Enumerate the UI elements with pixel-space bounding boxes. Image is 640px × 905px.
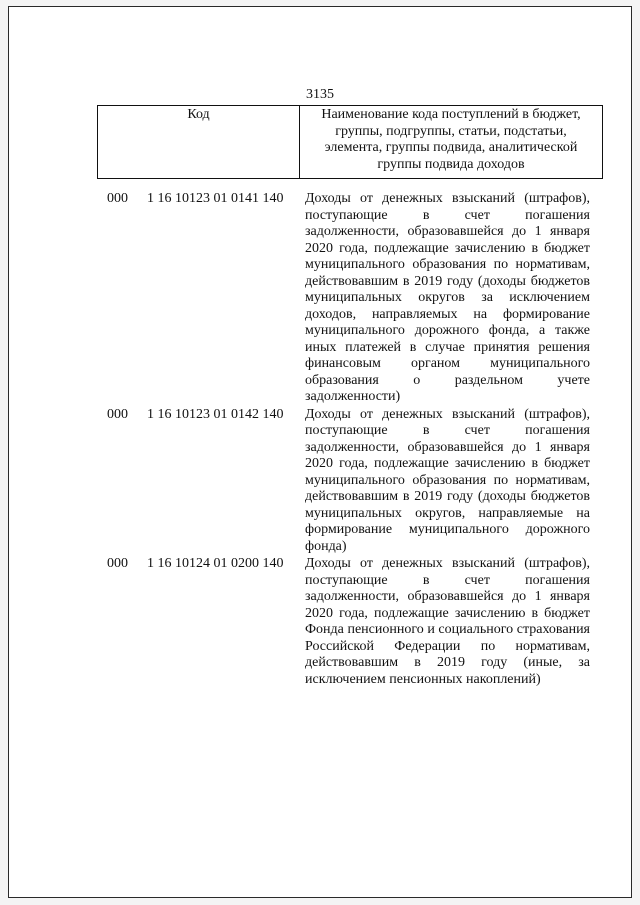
income-code: 1 16 10124 01 0200 140 xyxy=(147,556,284,571)
table-row xyxy=(9,407,631,557)
table-row xyxy=(9,556,631,689)
header-name-label: Наименование кода поступлений в бюджет, группы, подгруппы, статьи, подстатьи, элемента, группы подвида, аналитической группы подвида доходов xyxy=(321,107,581,172)
page-number: 3135 xyxy=(306,87,334,102)
income-description: Доходы от денежных взысканий (штрафов), поступающие в счет погашения задолженности, образовавшейся до 1 января 2020 года, подлежащие зачислению в бюджет муниципального образования по нормативам, действовавшим в 2019 году (доходы бюджетов муниципальных округов за исключением доходов, направляемых на формирование муниципального дорожного фонда, а также иных платежей в случае принятия решения финансовым органом муниципального образования о раздельном учете задолженности) xyxy=(305,191,590,404)
income-code: 1 16 10123 01 0141 140 xyxy=(147,191,284,206)
admin-code: 000 xyxy=(107,556,128,571)
admin-code: 000 xyxy=(107,191,128,206)
income-code: 1 16 10123 01 0142 140 xyxy=(147,406,284,422)
table-body xyxy=(9,191,631,689)
admin-code: 000 xyxy=(107,406,128,422)
income-description: Доходы от денежных взысканий (штрафов), поступающие в счет погашения задолженности, образовавшейся до 1 января 2020 года, подлежащие зачислению в бюджет Фонда пенсионного и социального страхования Российской Федерации по нормативам, действовавшим в 2019 году (иные, за исключением пенсионных накоплений) xyxy=(305,556,590,687)
document-page xyxy=(8,6,632,898)
table-row xyxy=(9,191,631,407)
header-code-label: Код xyxy=(98,106,300,178)
table-header xyxy=(97,105,603,179)
income-description: Доходы от денежных взысканий (штрафов), поступающие в счет погашения задолженности, образовавшейся до 1 января 2020 года, подлежащие зачислению в бюджет муниципального образования по нормативам, действовавшим в 2019 году (доходы бюджетов муниципальных округов, направляемые на формирование муниципального дорожного фонда) xyxy=(305,406,590,554)
